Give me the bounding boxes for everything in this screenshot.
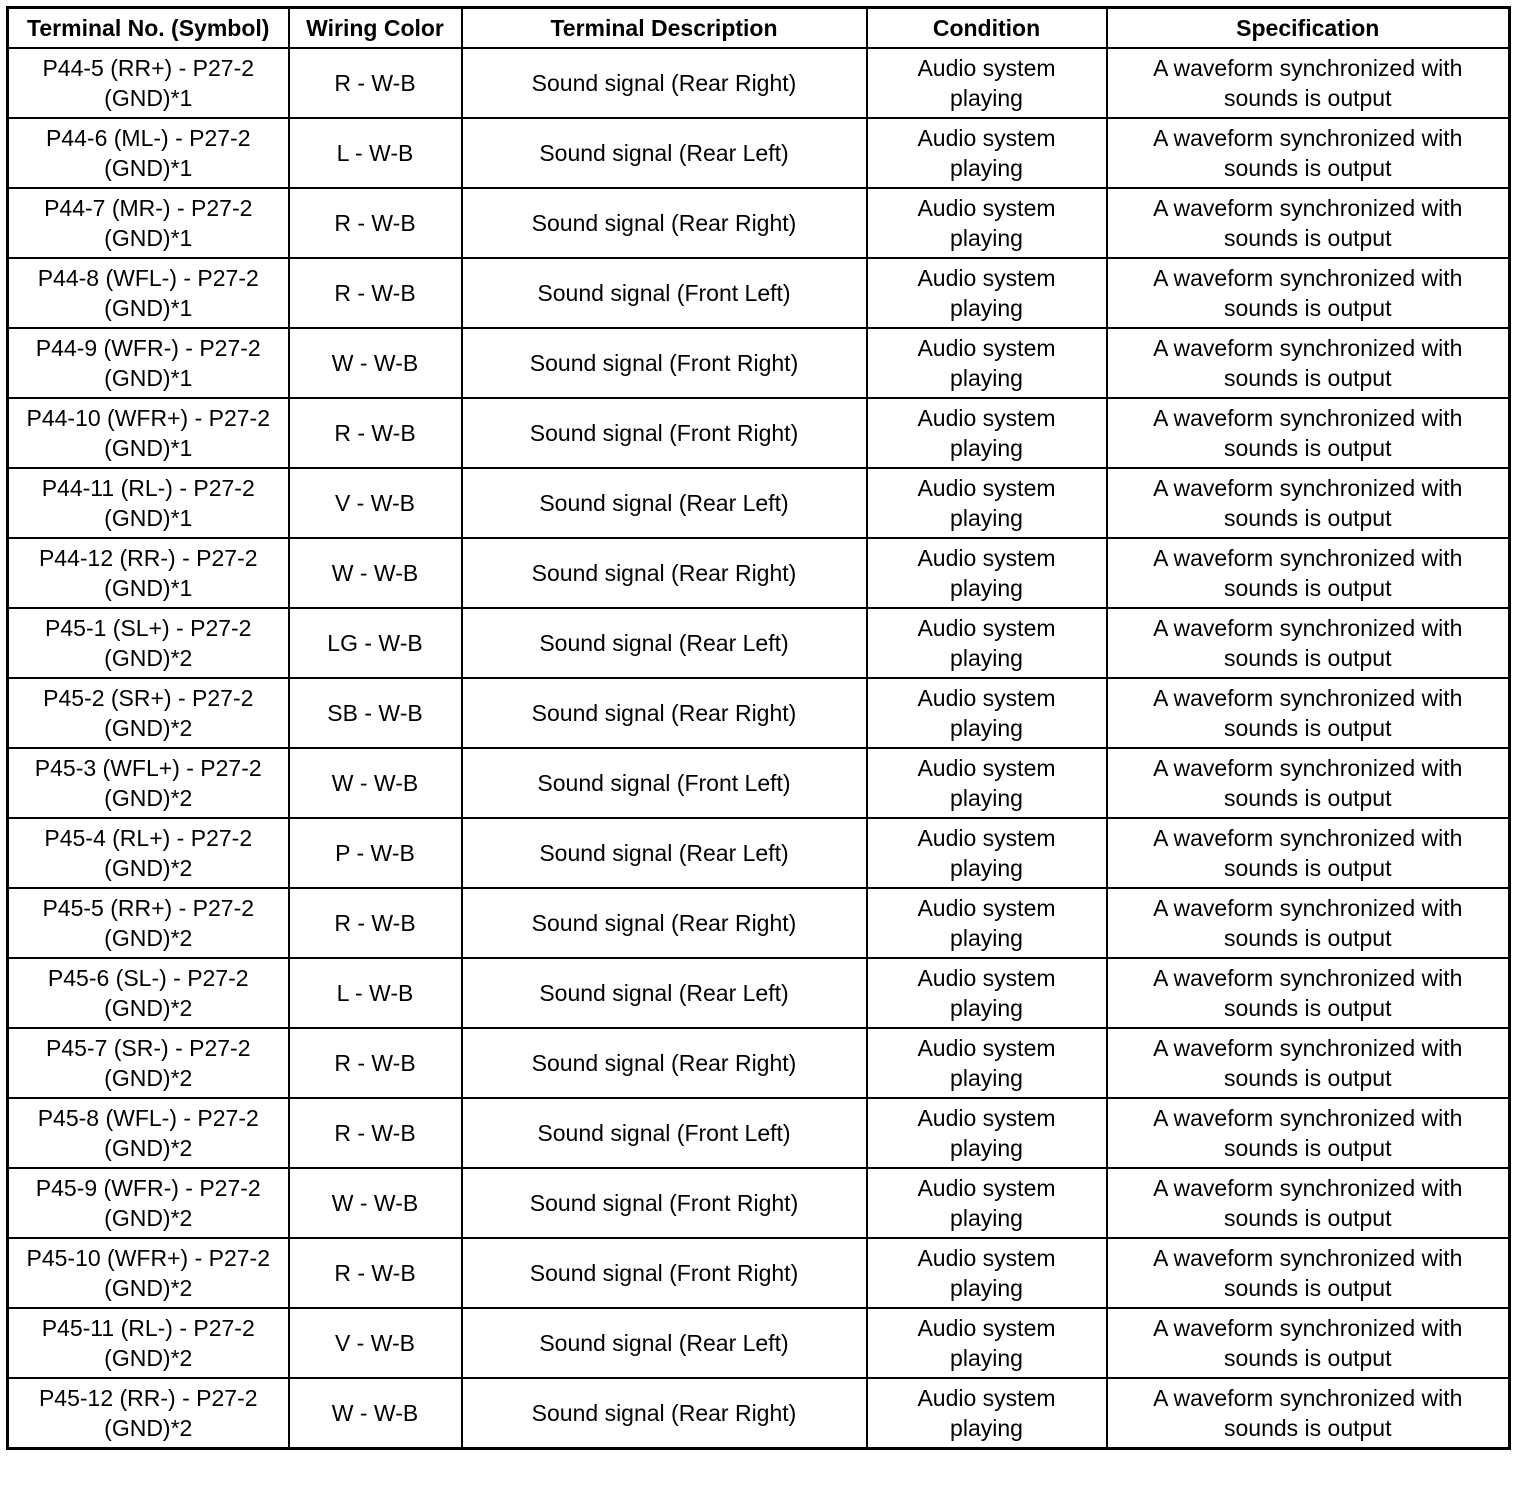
table-row (8, 1098, 1510, 1168)
terminal-cell (8, 1308, 289, 1378)
specification-cell-line: sounds is output (1223, 225, 1392, 251)
table-row (8, 188, 1510, 258)
condition-cell-line: playing (950, 925, 1023, 951)
wiring-color-cell: L - W-B (289, 118, 462, 188)
condition-cell (867, 468, 1107, 538)
specification-cell-line: A waveform synchronized with (1153, 265, 1463, 291)
specification-cell-line: A waveform synchronized with (1153, 1315, 1463, 1341)
specification-cell-line: A waveform synchronized with (1153, 1035, 1463, 1061)
specification-cell (1107, 1378, 1510, 1449)
condition-cell-line: playing (950, 855, 1023, 881)
specification-cell-line: sounds is output (1223, 1205, 1392, 1231)
specification-cell-line: sounds is output (1223, 365, 1392, 391)
specification-cell (1107, 468, 1510, 538)
specification-cell-line: sounds is output (1223, 715, 1392, 741)
terminal-cell-line: (GND)*1 (104, 295, 193, 321)
condition-cell-line: playing (950, 1065, 1023, 1091)
specification-cell-line: sounds is output (1223, 1275, 1392, 1301)
terminal-cell-line: (GND)*2 (104, 715, 193, 741)
specification-cell (1107, 1098, 1510, 1168)
wiring-color-cell: W - W-B (289, 1378, 462, 1449)
terminal-cell-line: P45-1 (SL+) - P27-2 (45, 615, 252, 641)
specification-cell-line: sounds is output (1223, 1065, 1392, 1091)
wiring-color-cell: L - W-B (289, 958, 462, 1028)
specification-cell (1107, 1028, 1510, 1098)
condition-cell (867, 328, 1107, 398)
specification-cell (1107, 1308, 1510, 1378)
specification-cell (1107, 118, 1510, 188)
header-terminal: Terminal No. (Symbol) (8, 8, 289, 49)
condition-cell (867, 1098, 1107, 1168)
condition-cell (867, 958, 1107, 1028)
terminal-cell-line: P44-12 (RR-) - P27-2 (38, 545, 258, 571)
specification-cell-line: sounds is output (1223, 1345, 1392, 1371)
terminal-description-cell: Sound signal (Front Left) (462, 258, 867, 328)
condition-cell-line: playing (950, 295, 1023, 321)
terminal-description-cell: Sound signal (Rear Right) (462, 678, 867, 748)
condition-cell-line: playing (950, 1345, 1023, 1371)
specification-cell-line: A waveform synchronized with (1153, 965, 1463, 991)
terminal-cell-line: P45-10 (WFR+) - P27-2 (26, 1245, 270, 1271)
terminal-cell (8, 118, 289, 188)
terminal-cell (8, 468, 289, 538)
condition-cell (867, 538, 1107, 608)
condition-cell (867, 748, 1107, 818)
terminal-cell-line: (GND)*2 (104, 645, 193, 671)
terminal-cell-line: P45-3 (WFL+) - P27-2 (34, 755, 262, 781)
header-condition: Condition (867, 8, 1107, 49)
specification-cell-line: A waveform synchronized with (1153, 545, 1463, 571)
table-row (8, 1028, 1510, 1098)
condition-cell (867, 398, 1107, 468)
condition-cell (867, 48, 1107, 118)
header-wiring-color: Wiring Color (289, 8, 462, 49)
wiring-color-cell: W - W-B (289, 328, 462, 398)
table-row (8, 958, 1510, 1028)
specification-cell-line: A waveform synchronized with (1153, 405, 1463, 431)
specification-cell-line: sounds is output (1223, 85, 1392, 111)
specification-cell-line: A waveform synchronized with (1153, 1245, 1463, 1271)
specification-cell-line: sounds is output (1223, 295, 1392, 321)
condition-cell-line: Audio system (917, 1245, 1056, 1271)
wiring-color-cell: R - W-B (289, 1238, 462, 1308)
specification-cell-line: sounds is output (1223, 645, 1392, 671)
terminal-cell-line: (GND)*2 (104, 855, 193, 881)
terminal-cell-line: P44-10 (WFR+) - P27-2 (26, 405, 270, 431)
condition-cell-line: playing (950, 1275, 1023, 1301)
wiring-color-cell: W - W-B (289, 1168, 462, 1238)
terminal-cell (8, 538, 289, 608)
terminal-description-cell: Sound signal (Rear Left) (462, 818, 867, 888)
table-row (8, 888, 1510, 958)
terminal-cell (8, 958, 289, 1028)
condition-cell-line: playing (950, 1135, 1023, 1161)
terminal-cell-line: (GND)*1 (104, 435, 193, 461)
table-row (8, 1378, 1510, 1449)
table-row (8, 748, 1510, 818)
terminal-cell (8, 398, 289, 468)
wiring-color-cell: R - W-B (289, 258, 462, 328)
terminal-cell-line: P45-4 (RL+) - P27-2 (44, 825, 253, 851)
condition-cell-line: Audio system (917, 335, 1056, 361)
specification-cell-line: A waveform synchronized with (1153, 125, 1463, 151)
terminal-cell (8, 748, 289, 818)
condition-cell (867, 678, 1107, 748)
condition-cell (867, 1168, 1107, 1238)
specification-cell (1107, 958, 1510, 1028)
terminal-description-cell: Sound signal (Rear Right) (462, 1378, 867, 1449)
specification-cell (1107, 188, 1510, 258)
wiring-color-cell: R - W-B (289, 48, 462, 118)
condition-cell-line: Audio system (917, 1105, 1056, 1131)
condition-cell (867, 888, 1107, 958)
wiring-color-cell: V - W-B (289, 468, 462, 538)
condition-cell (867, 1028, 1107, 1098)
terminal-description-cell: Sound signal (Front Right) (462, 328, 867, 398)
specification-cell (1107, 608, 1510, 678)
specification-cell-line: A waveform synchronized with (1153, 755, 1463, 781)
condition-cell-line: Audio system (917, 1385, 1056, 1411)
condition-cell-line: playing (950, 1205, 1023, 1231)
terminal-cell (8, 188, 289, 258)
specification-cell-line: sounds is output (1223, 155, 1392, 181)
condition-cell-line: playing (950, 85, 1023, 111)
specification-cell (1107, 1238, 1510, 1308)
condition-cell-line: Audio system (917, 545, 1056, 571)
specification-cell (1107, 258, 1510, 328)
terminal-cell-line: P45-11 (RL-) - P27-2 (41, 1315, 255, 1341)
terminal-cell-line: P44-5 (RR+) - P27-2 (42, 55, 255, 81)
condition-cell-line: playing (950, 715, 1023, 741)
terminal-cell (8, 1168, 289, 1238)
wiring-color-cell: R - W-B (289, 1098, 462, 1168)
terminal-cell (8, 328, 289, 398)
condition-cell-line: Audio system (917, 895, 1056, 921)
condition-cell-line: Audio system (917, 755, 1056, 781)
condition-cell (867, 1308, 1107, 1378)
wiring-color-cell: W - W-B (289, 748, 462, 818)
specification-cell-line: A waveform synchronized with (1153, 1175, 1463, 1201)
table-row (8, 678, 1510, 748)
specification-cell-line: sounds is output (1223, 505, 1392, 531)
condition-cell (867, 1378, 1107, 1449)
table-row (8, 48, 1510, 118)
terminal-cell-line: P44-11 (RL-) - P27-2 (41, 475, 255, 501)
wiring-color-cell: W - W-B (289, 538, 462, 608)
condition-cell (867, 1238, 1107, 1308)
wiring-color-cell: SB - W-B (289, 678, 462, 748)
terminal-cell (8, 818, 289, 888)
condition-cell (867, 258, 1107, 328)
terminal-cell (8, 258, 289, 328)
terminal-cell-line: (GND)*1 (104, 575, 193, 601)
terminal-cell-line: (GND)*2 (104, 1205, 193, 1231)
specification-cell-line: A waveform synchronized with (1153, 685, 1463, 711)
condition-cell-line: Audio system (917, 685, 1056, 711)
wiring-color-cell: R - W-B (289, 398, 462, 468)
terminal-cell-line: P44-9 (WFR-) - P27-2 (35, 335, 261, 361)
specification-cell-line: A waveform synchronized with (1153, 825, 1463, 851)
terminal-description-cell: Sound signal (Rear Left) (462, 958, 867, 1028)
condition-cell-line: Audio system (917, 475, 1056, 501)
condition-cell (867, 188, 1107, 258)
terminal-description-cell: Sound signal (Rear Left) (462, 608, 867, 678)
condition-cell (867, 118, 1107, 188)
terminal-description-cell: Sound signal (Front Right) (462, 398, 867, 468)
table-row (8, 118, 1510, 188)
condition-cell-line: playing (950, 645, 1023, 671)
condition-cell-line: playing (950, 155, 1023, 181)
header-specification: Specification (1107, 8, 1510, 49)
terminal-description-cell: Sound signal (Rear Right) (462, 538, 867, 608)
specification-cell (1107, 1168, 1510, 1238)
specification-cell-line: A waveform synchronized with (1153, 895, 1463, 921)
terminal-cell (8, 678, 289, 748)
terminal-cell (8, 1378, 289, 1449)
specification-cell-line: A waveform synchronized with (1153, 1385, 1463, 1411)
terminal-cell (8, 608, 289, 678)
condition-cell-line: Audio system (917, 1315, 1056, 1341)
terminal-cell-line: (GND)*1 (104, 365, 193, 391)
condition-cell-line: playing (950, 505, 1023, 531)
table-row (8, 328, 1510, 398)
table-row (8, 398, 1510, 468)
condition-cell-line: Audio system (917, 265, 1056, 291)
wiring-color-cell: R - W-B (289, 1028, 462, 1098)
table-row (8, 608, 1510, 678)
condition-cell (867, 608, 1107, 678)
specification-cell-line: sounds is output (1223, 435, 1392, 461)
wiring-color-cell: V - W-B (289, 1308, 462, 1378)
terminal-description-cell: Sound signal (Front Right) (462, 1238, 867, 1308)
header-terminal-description: Terminal Description (462, 8, 867, 49)
condition-cell-line: playing (950, 1415, 1023, 1441)
table-row (8, 258, 1510, 328)
condition-cell-line: Audio system (917, 965, 1056, 991)
condition-cell-line: Audio system (917, 615, 1056, 641)
specification-cell-line: sounds is output (1223, 925, 1392, 951)
condition-cell-line: Audio system (917, 1175, 1056, 1201)
terminal-description-cell: Sound signal (Front Right) (462, 1168, 867, 1238)
condition-cell-line: Audio system (917, 405, 1056, 431)
terminal-cell-line: P45-8 (WFL-) - P27-2 (37, 1105, 259, 1131)
terminal-description-cell: Sound signal (Rear Right) (462, 188, 867, 258)
terminal-cell-line: (GND)*2 (104, 1135, 193, 1161)
terminal-cell-line: P44-6 (ML-) - P27-2 (45, 125, 251, 151)
header-row (8, 8, 1510, 49)
condition-cell-line: Audio system (917, 825, 1056, 851)
specification-cell-line: A waveform synchronized with (1153, 475, 1463, 501)
condition-cell-line: playing (950, 435, 1023, 461)
terminal-cell-line: P45-7 (SR-) - P27-2 (45, 1035, 251, 1061)
terminal-cell-line: P45-5 (RR+) - P27-2 (42, 895, 255, 921)
specification-cell-line: A waveform synchronized with (1153, 615, 1463, 641)
specification-cell (1107, 538, 1510, 608)
terminal-cell-line: (GND)*2 (104, 1415, 193, 1441)
specification-cell (1107, 328, 1510, 398)
terminal-spec-table (6, 6, 1511, 1450)
specification-cell-line: A waveform synchronized with (1153, 55, 1463, 81)
condition-cell-line: playing (950, 365, 1023, 391)
terminal-description-cell: Sound signal (Front Left) (462, 1098, 867, 1168)
condition-cell-line: Audio system (917, 195, 1056, 221)
wiring-color-cell: R - W-B (289, 888, 462, 958)
terminal-cell-line: (GND)*1 (104, 85, 193, 111)
specification-cell-line: sounds is output (1223, 1135, 1392, 1161)
specification-cell-line: A waveform synchronized with (1153, 195, 1463, 221)
terminal-cell (8, 1028, 289, 1098)
wiring-color-cell: LG - W-B (289, 608, 462, 678)
terminal-cell-line: (GND)*1 (104, 155, 193, 181)
terminal-cell (8, 48, 289, 118)
terminal-cell-line: (GND)*2 (104, 995, 193, 1021)
condition-cell-line: Audio system (917, 55, 1056, 81)
terminal-description-cell: Sound signal (Rear Right) (462, 48, 867, 118)
terminal-description-cell: Sound signal (Front Left) (462, 748, 867, 818)
terminal-description-cell: Sound signal (Rear Right) (462, 888, 867, 958)
terminal-description-cell: Sound signal (Rear Left) (462, 118, 867, 188)
specification-cell-line: sounds is output (1223, 785, 1392, 811)
terminal-cell-line: P45-12 (RR-) - P27-2 (38, 1385, 258, 1411)
terminal-cell-line: (GND)*2 (104, 1345, 193, 1371)
terminal-description-cell: Sound signal (Rear Left) (462, 468, 867, 538)
terminal-cell (8, 1238, 289, 1308)
specification-cell-line: sounds is output (1223, 995, 1392, 1021)
table-row (8, 818, 1510, 888)
condition-cell-line: playing (950, 575, 1023, 601)
terminal-description-cell: Sound signal (Rear Left) (462, 1308, 867, 1378)
terminal-cell (8, 888, 289, 958)
terminal-cell-line: P45-9 (WFR-) - P27-2 (35, 1175, 261, 1201)
specification-cell-line: sounds is output (1223, 575, 1392, 601)
table-row (8, 468, 1510, 538)
condition-cell-line: Audio system (917, 1035, 1056, 1061)
specification-cell-line: sounds is output (1223, 855, 1392, 881)
specification-cell-line: sounds is output (1223, 1415, 1392, 1441)
specification-cell (1107, 678, 1510, 748)
specification-cell (1107, 748, 1510, 818)
table-row (8, 1308, 1510, 1378)
terminal-cell-line: (GND)*2 (104, 1065, 193, 1091)
terminal-cell-line: (GND)*1 (104, 505, 193, 531)
terminal-cell-line: (GND)*2 (104, 925, 193, 951)
wiring-color-cell: R - W-B (289, 188, 462, 258)
terminal-cell-line: (GND)*2 (104, 785, 193, 811)
table-row (8, 538, 1510, 608)
specification-cell (1107, 888, 1510, 958)
terminal-cell-line: P44-7 (MR-) - P27-2 (44, 195, 253, 221)
terminal-cell-line: (GND)*1 (104, 225, 193, 251)
terminal-cell-line: P45-2 (SR+) - P27-2 (43, 685, 254, 711)
specification-cell-line: A waveform synchronized with (1153, 1105, 1463, 1131)
specification-cell (1107, 48, 1510, 118)
table-row (8, 1238, 1510, 1308)
specification-cell (1107, 818, 1510, 888)
terminal-cell (8, 1098, 289, 1168)
table-row (8, 1168, 1510, 1238)
condition-cell-line: playing (950, 785, 1023, 811)
condition-cell (867, 818, 1107, 888)
condition-cell-line: playing (950, 225, 1023, 251)
specification-cell (1107, 398, 1510, 468)
terminal-spec-table-container (6, 6, 1511, 1450)
wiring-color-cell: P - W-B (289, 818, 462, 888)
terminal-description-cell: Sound signal (Rear Right) (462, 1028, 867, 1098)
terminal-cell-line: (GND)*2 (104, 1275, 193, 1301)
terminal-cell-line: P44-8 (WFL-) - P27-2 (37, 265, 259, 291)
condition-cell-line: playing (950, 995, 1023, 1021)
terminal-cell-line: P45-6 (SL-) - P27-2 (47, 965, 249, 991)
specification-cell-line: A waveform synchronized with (1153, 335, 1463, 361)
condition-cell-line: Audio system (917, 125, 1056, 151)
